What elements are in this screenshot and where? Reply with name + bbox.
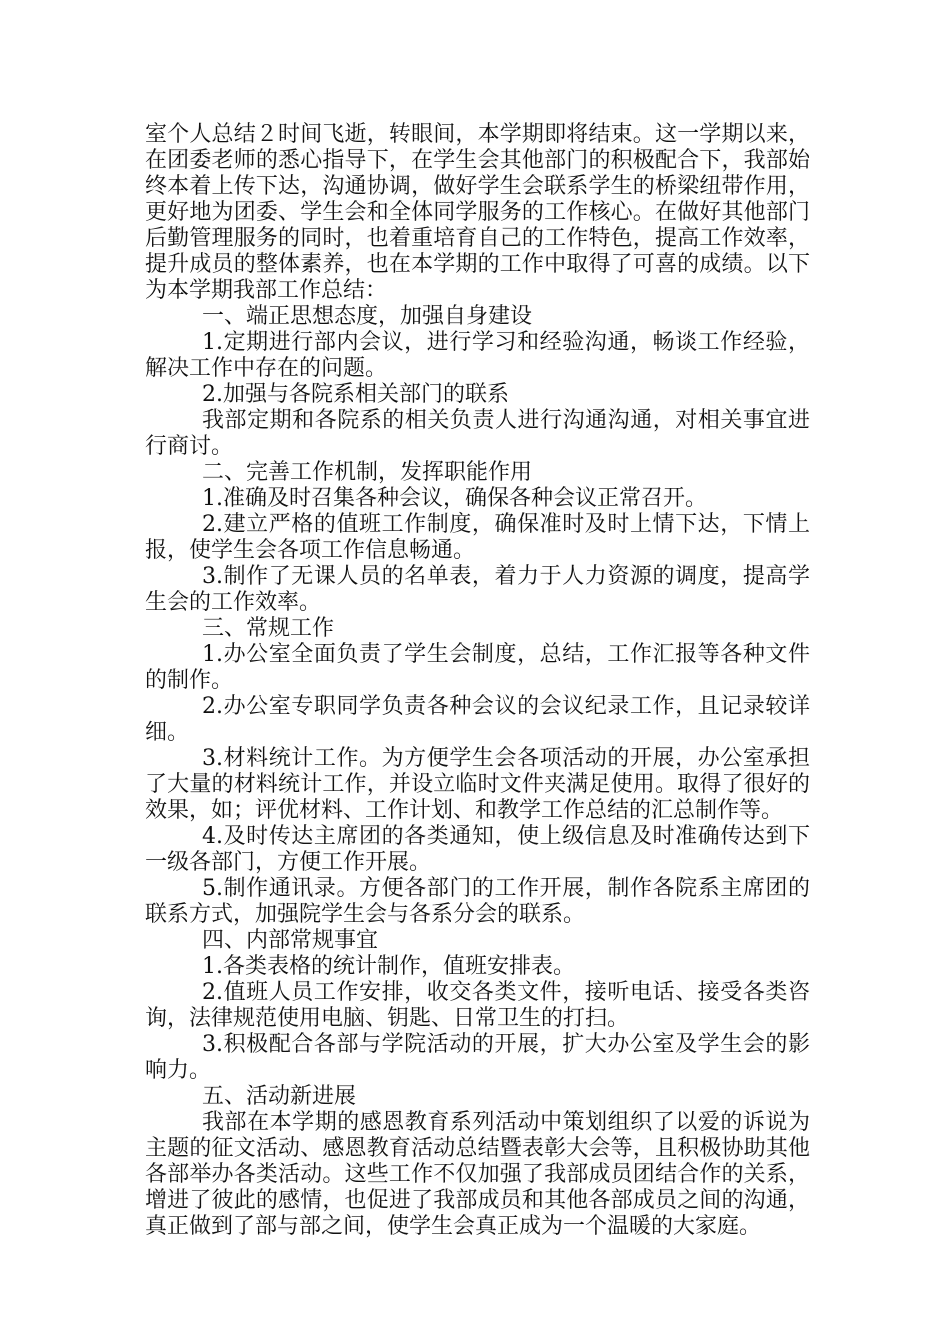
paragraph: 1.准确及时召集各种会议，确保各种会议正常召开。: [202, 486, 707, 511]
paragraph: 2.值班人员工作安排，收交各类文件，接听电话、接受各类咨询，法律规范使用电脑、钥匙、日常卫生的打扫。: [145, 980, 810, 1031]
section-heading-3: 三、常规工作: [202, 616, 335, 641]
paragraph: 1.办公室全面负责了学生会制度，总结，工作汇报等各种文件的制作。: [145, 642, 810, 693]
intro-paragraph: 室个人总结２时间飞逝，转眼间，本学期即将结束。这一学期以来，在团委老师的悉心指导下，在学生会其他部门的积极配合下，我部始终本着上传下达，沟通协调，做好学生会联系学生的桥梁纽带作用，更好地为团委、学生会和全体同学服务的工作核心。在做好其他部门后勤管理服务的同时，也着重培育自己的工作特色，提高工作效率，提升成员的整体素养，也在本学期的工作中取得了可喜的成绩。以下为本学期我部工作总结：: [145, 122, 810, 303]
paragraph: 4.及时传达主席团的各类通知，使上级信息及时准确传达到下一级各部门，方便工作开展。: [145, 824, 810, 875]
paragraph: 我部在本学期的感恩教育系列活动中策划组织了以爱的诉说为主题的征文活动、感恩教育活动总结暨表彰大会等，且积极协助其他各部举办各类活动。这些工作不仅加强了我部成员团结合作的关系，增进了彼此的感情，也促进了我部成员和其他各部成员之间的沟通，真正做到了部与部之间，使学生会真正成为一个温暖的大家庭。: [145, 1110, 810, 1239]
paragraph: 2.加强与各院系相关部门的联系: [202, 382, 509, 407]
paragraph: 2.建立严格的值班工作制度，确保准时及时上情下达，下情上报，使学生会各项工作信息畅通。: [145, 512, 810, 563]
paragraph: 我部定期和各院系的相关负责人进行沟通沟通，对相关事宜进行商讨。: [145, 408, 810, 459]
paragraph: 1.定期进行部内会议，进行学习和经验沟通，畅谈工作经验，解决工作中存在的问题。: [145, 330, 810, 381]
paragraph: 3.材料统计工作。为方便学生会各项活动的开展，办公室承担了大量的材料统计工作，并设立临时文件夹满足使用。取得了很好的效果，如；评优材料、工作计划、和教学工作总结的汇总制作等。: [145, 746, 810, 823]
paragraph: 2.办公室专职同学负责各种会议的会议纪录工作，且记录较详细。: [145, 694, 810, 745]
paragraph: 3.积极配合各部与学院活动的开展，扩大办公室及学生会的影响力。: [145, 1032, 810, 1083]
section-heading-1: 一、端正思想态度，加强自身建设: [202, 304, 533, 329]
section-heading-2: 二、完善工作机制，发挥职能作用: [202, 460, 533, 485]
paragraph: 1.各类表格的统计制作，值班安排表。: [202, 954, 575, 979]
section-heading-5: 五、活动新进展: [202, 1084, 357, 1109]
paragraph: 3.制作了无课人员的名单表，着力于人力资源的调度，提高学生会的工作效率。: [145, 564, 810, 615]
section-heading-4: 四、内部常规事宜: [202, 928, 379, 953]
document-body: [145, 122, 810, 1240]
paragraph: 5.制作通讯录。方便各部门的工作开展，制作各院系主席团的联系方式，加强院学生会与各系分会的联系。: [145, 876, 810, 927]
